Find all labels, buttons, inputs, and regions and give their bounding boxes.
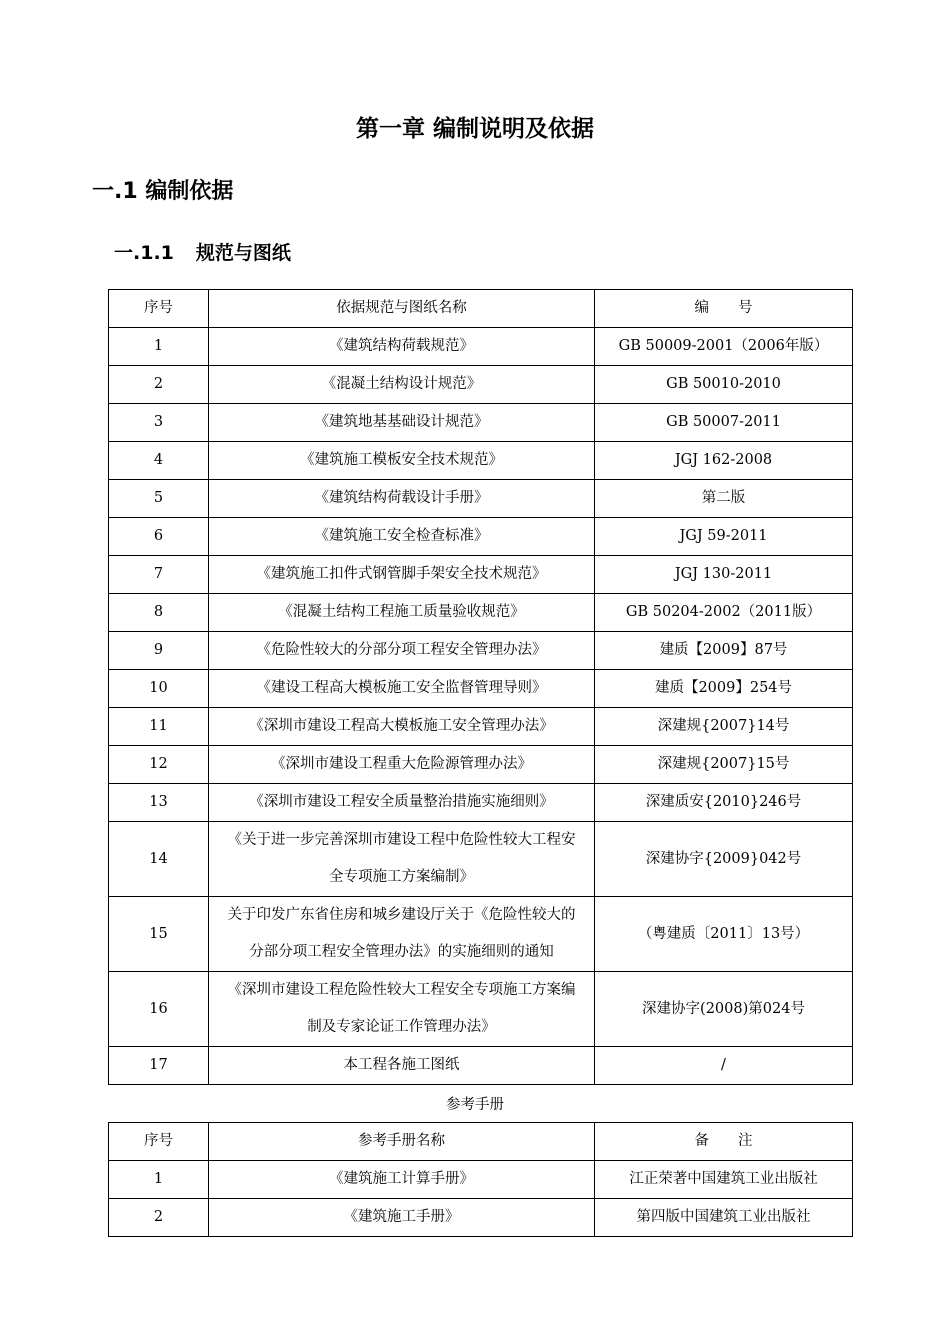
code-cell: 第二版 — [595, 480, 853, 518]
name-cell: 《建筑施工安全检查标准》 — [209, 518, 595, 556]
table-row — [109, 1161, 853, 1199]
code-cell: JGJ 130-2011 — [595, 556, 853, 594]
section-title: 编制依据 — [145, 179, 234, 204]
table-row — [109, 480, 853, 518]
code-cell: GB 50010-2010 — [595, 366, 853, 404]
row-index-cell: 9 — [109, 632, 209, 670]
table-row — [109, 708, 853, 746]
name-cell: 关于印发广东省住房和城乡建设厅关于《危险性较大的分部分项工程安全管理办法》的实施细则的通知 — [209, 897, 595, 972]
code-cell: GB 50009-2001（2006年版） — [595, 328, 853, 366]
table-header-cell: 备 注 — [595, 1123, 853, 1161]
name-cell: 《建筑地基基础设计规范》 — [209, 404, 595, 442]
code-cell: GB 50204-2002（2011版） — [595, 594, 853, 632]
table-row — [109, 632, 853, 670]
table-row — [109, 670, 853, 708]
name-cell: 《深圳市建设工程危险性较大工程安全专项施工方案编制及专家论证工作管理办法》 — [209, 972, 595, 1047]
row-index-cell: 17 — [109, 1047, 209, 1085]
table-row — [109, 518, 853, 556]
name-cell: 《建设工程高大模板施工安全监督管理导则》 — [209, 670, 595, 708]
table-header-cell: 序号 — [109, 1123, 209, 1161]
row-index-cell: 1 — [109, 328, 209, 366]
table-row — [109, 1199, 853, 1237]
row-index-cell: 4 — [109, 442, 209, 480]
row-index-cell: 15 — [109, 897, 209, 972]
table-row — [109, 822, 853, 897]
row-index-cell: 16 — [109, 972, 209, 1047]
name-cell: 《深圳市建设工程重大危险源管理办法》 — [209, 746, 595, 784]
reference-table — [108, 1122, 853, 1237]
row-index-cell: 13 — [109, 784, 209, 822]
code-cell: 深建规{2007}15号 — [595, 746, 853, 784]
code-cell: JGJ 162-2008 — [595, 442, 853, 480]
table-header-cell: 编 号 — [595, 290, 853, 328]
name-cell: 《深圳市建设工程高大模板施工安全管理办法》 — [209, 708, 595, 746]
name-cell: 《关于进一步完善深圳市建设工程中危险性较大工程安全专项施工方案编制》 — [209, 822, 595, 897]
table-row — [109, 404, 853, 442]
table-row — [109, 594, 853, 632]
row-index-cell: 3 — [109, 404, 209, 442]
row-index-cell: 10 — [109, 670, 209, 708]
code-cell: / — [595, 1047, 853, 1085]
table-row — [109, 784, 853, 822]
table-row — [109, 746, 853, 784]
table-header-cell: 参考手册名称 — [209, 1123, 595, 1161]
table-row — [109, 366, 853, 404]
name-cell: 《建筑结构荷载设计手册》 — [209, 480, 595, 518]
name-cell: 《危险性较大的分部分项工程安全管理办法》 — [209, 632, 595, 670]
row-index-cell: 6 — [109, 518, 209, 556]
name-cell: 《建筑施工计算手册》 — [209, 1161, 595, 1199]
name-cell: 本工程各施工图纸 — [209, 1047, 595, 1085]
row-index-cell: 11 — [109, 708, 209, 746]
name-cell: 《建筑施工扣件式钢管脚手架安全技术规范》 — [209, 556, 595, 594]
standards-table — [108, 289, 853, 1085]
code-cell: 江正荣著中国建筑工业出版社 — [595, 1161, 853, 1199]
name-cell: 《混凝土结构设计规范》 — [209, 366, 595, 404]
chapter-title: 第一章 编制说明及依据 — [355, 116, 594, 142]
row-index-cell: 14 — [109, 822, 209, 897]
code-cell: 建质【2009】254号 — [595, 670, 853, 708]
table-header-cell: 序号 — [109, 290, 209, 328]
row-index-cell: 7 — [109, 556, 209, 594]
code-cell: 深建协字{2009}042号 — [595, 822, 853, 897]
name-cell: 《建筑施工手册》 — [209, 1199, 595, 1237]
table-row — [109, 328, 853, 366]
code-cell: 深建协字(2008)第024号 — [595, 972, 853, 1047]
subsection-number: 一.1.1 — [114, 242, 174, 264]
row-index-cell: 2 — [109, 366, 209, 404]
row-index-cell: 1 — [109, 1161, 209, 1199]
table-row — [109, 972, 853, 1047]
code-cell: 深建质安{2010}246号 — [595, 784, 853, 822]
table-row — [109, 1047, 853, 1085]
table-row — [109, 442, 853, 480]
code-cell: GB 50007-2011 — [595, 404, 853, 442]
table-header-row — [109, 1123, 853, 1161]
code-cell: 第四版中国建筑工业出版社 — [595, 1199, 853, 1237]
row-index-cell: 12 — [109, 746, 209, 784]
row-index-cell: 8 — [109, 594, 209, 632]
row-index-cell: 2 — [109, 1199, 209, 1237]
code-cell: JGJ 59-2011 — [595, 518, 853, 556]
table-header-row — [109, 290, 853, 328]
name-cell: 《建筑施工模板安全技术规范》 — [209, 442, 595, 480]
table-row — [109, 556, 853, 594]
table-row — [109, 897, 853, 972]
section-number: 一.1 — [92, 179, 138, 204]
name-cell: 《建筑结构荷载规范》 — [209, 328, 595, 366]
name-cell: 《深圳市建设工程安全质量整治措施实施细则》 — [209, 784, 595, 822]
subsection-title: 规范与图纸 — [195, 242, 291, 264]
code-cell: （粤建质〔2011〕13号） — [595, 897, 853, 972]
code-cell: 深建规{2007}14号 — [595, 708, 853, 746]
section-heading — [92, 174, 233, 205]
reference-table-caption: 参考手册 — [446, 1097, 504, 1113]
code-cell: 建质【2009】87号 — [595, 632, 853, 670]
name-cell: 《混凝土结构工程施工质量验收规范》 — [209, 594, 595, 632]
row-index-cell: 5 — [109, 480, 209, 518]
subsection-heading — [114, 238, 291, 265]
table-header-cell: 依据规范与图纸名称 — [209, 290, 595, 328]
